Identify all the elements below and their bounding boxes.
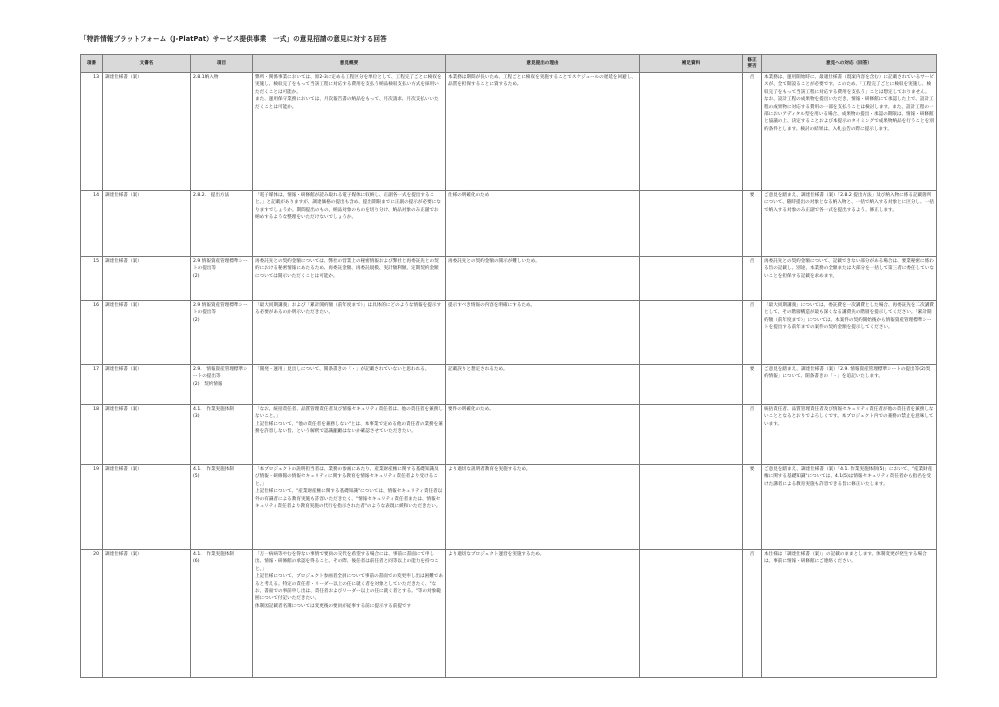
row-summary: 再委託先との契約金額については、弊社の営業上の秘密情報および弊社と再委託先との契約における秘密情報にあたるため、再委託金額、再委託規模、実計額利額、定期契約金額については開示いただくことは可能か。 bbox=[253, 257, 446, 301]
row-no: 20 bbox=[81, 550, 103, 678]
table-header-row bbox=[81, 55, 937, 73]
row-ref bbox=[640, 257, 743, 301]
opinion-table bbox=[80, 54, 937, 678]
row-doc: 調達仕様書（案） bbox=[103, 73, 191, 191]
row-revise: 要 bbox=[743, 191, 762, 257]
row-item: 2.9 情報資産管理標準シートの提出等 (2) bbox=[191, 301, 253, 365]
table-row bbox=[81, 405, 937, 465]
row-item: 2.9 情報資産管理標準シートの提出等 (2) bbox=[191, 257, 253, 301]
row-ref bbox=[640, 550, 743, 678]
row-revise: 要 bbox=[743, 465, 762, 550]
row-response: ご意見を踏まえ、調達仕様書（案）「2.9. 情報資産管理標準シートの提出等(2)契約情報」について、開条書きの「・」を追記いたします。 bbox=[762, 365, 937, 405]
row-no: 16 bbox=[81, 301, 103, 365]
row-no: 15 bbox=[81, 257, 103, 301]
table-row bbox=[81, 465, 937, 550]
row-ref bbox=[640, 365, 743, 405]
table-row bbox=[81, 191, 937, 257]
row-response: ご意見を踏まえ、調達仕様書（案）「4.1. 作業実施体制(5)」において、"産業財産権に関する基礎知識"については、4.1(5)は情報セキュリティ責任者から指名を受けた講者による教育実施も許容できる旨に修正いたします。 bbox=[762, 465, 937, 550]
row-ref bbox=[640, 465, 743, 550]
row-revise: 否 bbox=[743, 301, 762, 365]
row-summary: 「万一病病等やむを得ない事情で要員の交代を希望する場合には、事前に書面にて申し出、情報・研修館の承認を得ること。その際、後任者は前任者と同等以上の能力を持つこと。」 上記仕様について、プロジェクト参画者全員について事前の書面での変更申し出は困難であると考える。特定の責任者・リーダー以上の任に就く者を対象としていただきたく、"なお、書面での事前申し出は、責任者およびリーダー以上の任に就く者とする。"等の対象範囲について付記いただきたい。 体制図記載者名簿については変更後の要員が従事する前に提示する前提です bbox=[253, 550, 446, 678]
row-no: 14 bbox=[81, 191, 103, 257]
row-reason: 提示すべき情報の内容を明確にするため。 bbox=[446, 301, 640, 365]
row-response: ご意見を踏まえ、調達仕様書（案）「2.8.2 提出方法」及び納入物に係る記載箇所について、随時提出の対象となる納入物と、一括で納入する対象とに区分し、一括で納入する対象のみ正副で各一式を提出するよう、修正します。 bbox=[762, 191, 937, 257]
row-response: 本仕様は「調達仕様書（案）」の記載のままとします。体制変更が発生する場合は、事前に情報・研修館にご連絡ください。 bbox=[762, 550, 937, 678]
row-summary: 「本プロジェクトの説明担当者は、業務の参画にあたり、産業財産権に関する基礎知識及び情報・研修館の情報セキュリティに関する教育を情報セキュリティ責任者より受けること。」 上記仕様について、"産業財産権に関する基礎知識"については、情報セキュリティ責任者以外の有識者による教育実施も許容いただきたく、"情報セキュリティ責任者または、情報セキュリティ責任者より教育実施の代行を指示された者"のような表現に緩和いただきたい。 bbox=[253, 465, 446, 550]
table-row bbox=[81, 257, 937, 301]
row-doc: 調達仕様書（案） bbox=[103, 191, 191, 257]
row-response: 「最大同期講義」については、委託費を一次講費とした場合、再委託先を二次講費として、その階層構造が最も深くなる講費先の階層を提示してください。「累計開約額（前年度まで）」については、本案件の契約開始後から情報資産管理標準シートを提出する前年までの案件の契約金額を提示してください。 bbox=[762, 301, 937, 365]
row-doc: 調達仕様書（案） bbox=[103, 405, 191, 465]
row-doc: 調達仕様書（案） bbox=[103, 257, 191, 301]
row-item: 4.1. 作業実施体制 (5) bbox=[191, 465, 253, 550]
row-reason: 要件の明確化のため。 bbox=[446, 405, 640, 465]
header-no: 項番 bbox=[81, 55, 103, 73]
row-revise: 否 bbox=[743, 405, 762, 465]
row-doc: 調達仕様書（案） bbox=[103, 301, 191, 365]
row-summary: 「開発・運用」見出しについて、開条書きの「・」が記載されていないと思われる。 bbox=[253, 365, 446, 405]
row-ref bbox=[640, 73, 743, 191]
row-item: 4.1. 作業実施体制 (3) bbox=[191, 405, 253, 465]
row-reason: 仕様の明確化のため bbox=[446, 191, 640, 257]
row-response: 統括責任者、品質管理責任者及び情報セキュリティ責任者が他の責任者を兼務しないこととなるとおりでよろしくです。本プロジェクト内での兼務の禁止を意味しています。 bbox=[762, 405, 937, 465]
header-doc: 文書名 bbox=[103, 55, 191, 73]
row-revise: 否 bbox=[743, 73, 762, 191]
row-reason: 記載誤りと想定されるため。 bbox=[446, 365, 640, 405]
table-row bbox=[81, 73, 937, 191]
row-no: 13 bbox=[81, 73, 103, 191]
row-reason: 再委託先との契約金額の開示が難しいため。 bbox=[446, 257, 640, 301]
row-ref bbox=[640, 191, 743, 257]
header-response: 意見への対応（回答） bbox=[762, 55, 937, 73]
table-row bbox=[81, 365, 937, 405]
row-item: 2.8.2. 提出方法 bbox=[191, 191, 253, 257]
row-no: 18 bbox=[81, 405, 103, 465]
table-row bbox=[81, 301, 937, 365]
row-summary: 「電子媒体は、情報・研修館が読み取れる電子媒体に収納し、正副各一式を提出すること。」と記載がありますが、調達価格の提出も含め、提出期限までに正副の提示が必要になりますでしょうか。期間提出のもの、納品対象のものを切り分け、納品対象のみ正副でお納めするような整理をいただけないでしょうか。 bbox=[253, 191, 446, 257]
row-summary: 「最大同期講義」および「累計開約額（前年度まで）」は具体的にどのような情報を提示する必要があるのか明示いただきたい。 bbox=[253, 301, 446, 365]
header-ref: 補足資料 bbox=[640, 55, 743, 73]
row-item: 2.9. 情報資産管理標準シートの提出等 (2) 契約情報 bbox=[191, 365, 253, 405]
row-reason: より適切な説明者教育を実施するため。 bbox=[446, 465, 640, 550]
row-response: 再委託先との契約金額について、記載できない部分がある場合は、要業秘密に係わる旨の記載し、別途、本業務の全額または大部分を一括して第三者に委任していないことを担保する記載を求めます。 bbox=[762, 257, 937, 301]
document-title: 「特許情報プラットフォーム（J-PlatPat）サービス提供事業 一式」の意見招請の意見に対する回答 bbox=[80, 35, 387, 43]
row-revise: 否 bbox=[743, 550, 762, 678]
row-reason: より適切なプロジェクト運営を実施するため。 bbox=[446, 550, 640, 678]
row-ref bbox=[640, 405, 743, 465]
row-doc: 調達仕様書（案） bbox=[103, 465, 191, 550]
row-response: 本業務は、運用開始時に、最適仕様書（現案内容を含む）に記載されているサービスが、全て開設ることが必要です。このため、「工程完了ごとに検収を実施し、検収完了をもって当該工程に対応する費用を支払う」ことは想定しておりません。なお、設計工程の成果物を提出いただき、情報・研修館にて承認した上で、設計工程の成果物に対応する費用の一部を支払うことは検討します。また、設計工程の一部においアディタル型を用いる場合、成果物の提出・承認の期限は、情報・研修館と協議の上、決定することおよび本提示のタイミングで成果物納品を行うことを別約条件とします。検討の結果は、入札公告の際に提示します。 bbox=[762, 73, 937, 191]
row-doc: 調達仕様書（案） bbox=[103, 550, 191, 678]
row-no: 17 bbox=[81, 365, 103, 405]
row-no: 19 bbox=[81, 465, 103, 550]
row-summary: 「なお、統括責任者、品質管理責任者及び情報セキュリティ責任者は、他の責任者を兼務しないこと。」 上記仕様について、"他の責任者を兼務しない"とは、本事業で定める他の責任者の業務を兼務を許容しない旨、という解釈で認識齟齬はないか確認させていただきたい。 bbox=[253, 405, 446, 465]
row-ref bbox=[640, 301, 743, 365]
header-summary: 意見概要 bbox=[253, 55, 446, 73]
row-revise: 否 bbox=[743, 257, 762, 301]
header-item: 項目 bbox=[191, 55, 253, 73]
row-summary: 弊所・関係事業においては、原2-3に定める工程区分を単位として、工程完了ごとに検収を実施し、検収完了をもって当該工程に対応する費用を支払う納品検収支払い方式を採用いただくことは可能か。 また、運用保守業務においては、月次報告書の納品をもって、月次請求、月次支払いいただくことは可能か。 bbox=[253, 73, 446, 191]
row-revise: 要 bbox=[743, 365, 762, 405]
row-reason: 本業務は期間が長いため、工程ごとに検収を実施することでスケジュールの遅延を回避し、品質を担保することに資するため。 bbox=[446, 73, 640, 191]
row-item: 2.8.1納入物 bbox=[191, 73, 253, 191]
header-reason: 意見提出の理由 bbox=[446, 55, 640, 73]
row-item: 4.1. 作業実施体制 (6) bbox=[191, 550, 253, 678]
table-row bbox=[81, 550, 937, 678]
header-revise: 修正 要否 bbox=[743, 55, 762, 73]
row-doc: 調達仕様書（案） bbox=[103, 365, 191, 405]
